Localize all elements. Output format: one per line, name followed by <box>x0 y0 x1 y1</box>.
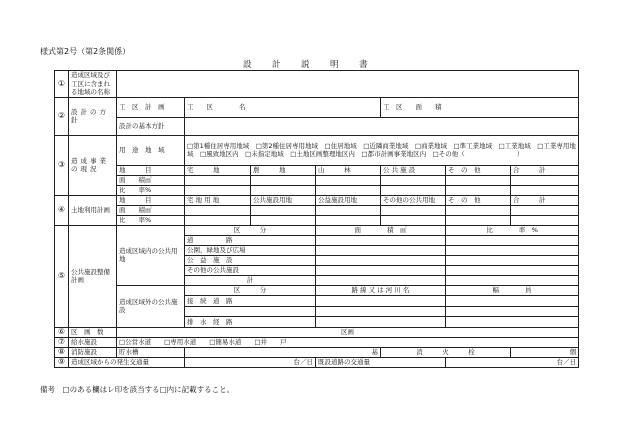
row-label: 比 率% <box>117 215 185 225</box>
column-header: 農 地 <box>251 165 316 175</box>
input-cell[interactable] <box>185 205 251 215</box>
sub-category-label: 造成区域内の公共用地 <box>117 225 185 285</box>
category-label: 区 画 数 <box>69 327 117 337</box>
field-label: 工 区 計 画 <box>117 97 185 117</box>
field-label: 設計の基本方針 <box>117 117 185 135</box>
total-label: 計 <box>185 275 316 285</box>
input-cell[interactable] <box>446 245 579 255</box>
column-header: 山 林 <box>316 165 381 175</box>
row-number: ⑨ <box>55 357 69 367</box>
column-header: 合 計 <box>511 195 579 205</box>
column-header: 公益施設用地 <box>316 195 381 205</box>
input-cell[interactable] <box>316 185 381 195</box>
basic-policy-field[interactable] <box>185 117 579 135</box>
traffic-generated-field[interactable]: 台／日 <box>185 357 316 367</box>
row-number: ① <box>55 71 69 98</box>
zoning-checkbox-list[interactable]: □第1種住居専用地域 □第2種住居専用地域 □住居地域 □近隣商業地域 □商業地域 □準工業地域 □工業地域 □工業専用地域 □風致地区内 □未指定地域 □土地区画整理地区内 □都市計画事業地区内 □その他（ ） <box>185 135 579 165</box>
form-number: 様式第2号（第2条関係） <box>40 47 131 56</box>
column-header: 区 分 <box>185 225 316 235</box>
category-label: 造成事業の現況 <box>69 135 117 195</box>
column-header: 区 分 <box>185 285 316 295</box>
input-cell[interactable] <box>316 295 446 306</box>
input-cell[interactable] <box>316 205 381 215</box>
input-cell[interactable] <box>316 306 446 316</box>
input-cell[interactable] <box>185 306 316 316</box>
input-cell[interactable] <box>446 215 511 225</box>
input-cell[interactable] <box>251 205 316 215</box>
category-label: 給水施設 <box>69 337 117 347</box>
input-cell[interactable] <box>316 245 446 255</box>
column-header: 地 目 <box>117 195 185 205</box>
column-header: 比 率 % <box>446 225 579 235</box>
input-cell[interactable] <box>316 316 446 327</box>
input-cell[interactable] <box>316 265 446 275</box>
facility-label: 排 水 経 路 <box>185 316 316 327</box>
field-label: 工 区 面 積 <box>381 97 579 117</box>
row-number: ② <box>55 97 69 135</box>
column-header: 宅 地 <box>185 165 251 175</box>
hydrant-count-field[interactable]: 個 <box>511 347 579 357</box>
lot-count-field[interactable]: 区画 <box>117 327 579 337</box>
column-header: その他の公共用地 <box>381 195 446 205</box>
water-supply-checkboxes[interactable]: □公営水道 □専用水道 □簡易水道 □井 戸 <box>117 337 579 347</box>
row-number: ⑤ <box>55 225 69 327</box>
input-cell[interactable] <box>511 205 579 215</box>
input-cell[interactable] <box>511 175 579 185</box>
field-label: 用 途 地 域 <box>117 135 185 165</box>
category-label: 造成区域からの発生交通量 <box>69 357 185 367</box>
category-label: 公共施設整備計画 <box>69 225 117 327</box>
input-cell[interactable] <box>446 175 511 185</box>
input-cell[interactable] <box>381 215 446 225</box>
input-cell[interactable] <box>446 275 579 285</box>
category-label: 設計の方針 <box>69 97 117 135</box>
field-label: 既設道路の交通量 <box>316 357 446 367</box>
category-label: 土地利用計画 <box>69 195 117 225</box>
input-cell[interactable] <box>316 175 381 185</box>
input-cell[interactable] <box>251 215 316 225</box>
field-label: 消 火 栓 <box>381 347 511 357</box>
column-header: 地 目 <box>117 165 185 175</box>
sub-category-label: 造成区域外の公共施設 <box>117 285 185 327</box>
column-header: 宅 地 用 地 <box>185 195 251 205</box>
input-cell[interactable] <box>381 205 446 215</box>
category-label: 造成区域及び工区に含まれる地域の名称 <box>69 71 117 98</box>
input-cell[interactable] <box>446 255 579 265</box>
input-cell[interactable] <box>316 255 446 265</box>
input-cell[interactable] <box>185 175 251 185</box>
column-header: そ の 他 <box>446 165 511 175</box>
facility-label: 接 続 道 路 <box>185 295 316 306</box>
row-number: ⑦ <box>55 337 69 347</box>
row-label: 比 率% <box>117 185 185 195</box>
input-cell[interactable] <box>446 265 579 275</box>
input-cell[interactable] <box>316 275 446 285</box>
input-cell[interactable] <box>446 205 511 215</box>
input-cell[interactable] <box>185 215 251 225</box>
row-label: 面 積㎡ <box>117 175 185 185</box>
column-header: そ の 他 <box>446 195 511 205</box>
field-label: 工 区 名 <box>185 97 381 117</box>
input-cell[interactable] <box>316 215 381 225</box>
row-label: 面 積㎡ <box>117 205 185 215</box>
existing-traffic-field[interactable]: 台／日 <box>446 357 579 367</box>
row-number: ③ <box>55 135 69 195</box>
row-number: ⑥ <box>55 327 69 337</box>
input-cell[interactable] <box>251 175 316 185</box>
input-cell[interactable] <box>446 185 511 195</box>
input-cell[interactable] <box>316 235 446 245</box>
input-cell[interactable] <box>446 316 579 327</box>
facility-label: 公園，緑地及び広場 <box>185 245 316 255</box>
input-cell[interactable] <box>446 235 579 245</box>
facility-label: その他の公共施設 <box>185 265 316 275</box>
input-cell[interactable] <box>511 215 579 225</box>
input-cell[interactable] <box>381 185 446 195</box>
input-cell[interactable] <box>511 185 579 195</box>
input-cell[interactable] <box>446 306 579 316</box>
row-number: ④ <box>55 195 69 225</box>
field-label: 貯水槽 <box>117 347 185 357</box>
area-name-field[interactable] <box>117 71 579 98</box>
input-cell[interactable] <box>185 185 251 195</box>
input-cell[interactable] <box>381 175 446 185</box>
cistern-count-field[interactable]: 基 <box>185 347 381 357</box>
column-header: 公 共 施 設 <box>381 165 446 175</box>
document-title: 設 計 説 明 書 <box>243 60 374 70</box>
input-cell[interactable] <box>251 185 316 195</box>
category-label: 消防施設 <box>69 347 117 357</box>
column-header: 合 計 <box>511 165 579 175</box>
column-header: 幅 員 <box>446 285 579 295</box>
input-cell[interactable] <box>446 295 579 306</box>
facility-label: 道 路 <box>185 235 316 245</box>
column-header: 路 線 又 は 河 川 名 <box>316 285 446 295</box>
remarks-note: 備考 □のある欄はレ印を該当する□内に記載すること。 <box>40 385 235 394</box>
row-number: ⑧ <box>55 347 69 357</box>
column-header: 公共施設用地 <box>251 195 316 205</box>
column-header: 面 積 ㎡ <box>316 225 446 235</box>
design-description-table <box>54 70 579 368</box>
facility-label: 公 益 施 設 <box>185 255 316 265</box>
